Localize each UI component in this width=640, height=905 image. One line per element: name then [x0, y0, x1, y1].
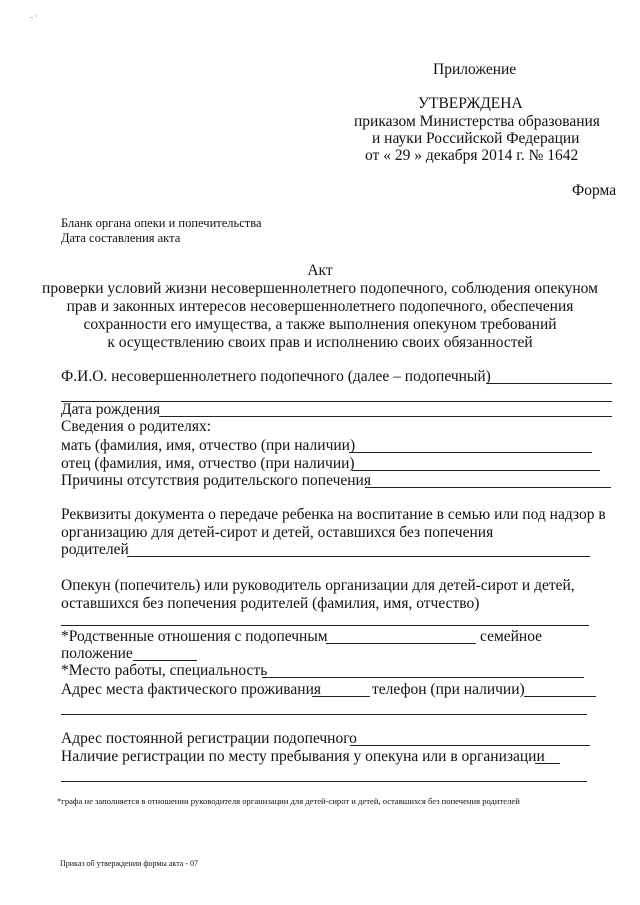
birth-date-label: Дата рождения [61, 401, 161, 418]
doc-requisites-input-line[interactable] [127, 556, 590, 557]
approved-date: от « 29 » декабря 2014 г. № 1642 [365, 147, 579, 164]
father-input-line[interactable] [352, 470, 600, 471]
birth-date-input-line[interactable] [159, 416, 612, 417]
workplace-input-line[interactable] [262, 677, 584, 678]
act-title: Акт [307, 262, 333, 279]
fio-input-line[interactable] [486, 383, 612, 384]
doc-requisites-line-1: Реквизиты документа о передаче ребенка на воспитание в семью или под надзор в [61, 506, 606, 523]
kinship-input-line[interactable] [326, 643, 476, 644]
family-status-label: семейное [480, 628, 543, 645]
stay-registration-input-line-2[interactable] [61, 781, 587, 782]
form-label: Форма [572, 182, 617, 199]
stay-registration-label: Наличие регистрации по месту пребывания у опекуна или в организации [61, 748, 545, 765]
actual-address-input-line[interactable] [312, 696, 370, 697]
approved-by-line-1: приказом Министерства образования [354, 113, 600, 130]
family-status-label-2: положение [61, 645, 133, 662]
guardian-line-2: оставшихся без попечения родителей (фамилия, имя, отчество) [61, 595, 480, 612]
guardian-line-1: Опекун (попечитель) или руководитель организации для детей-сирот и детей, [61, 577, 575, 594]
actual-address-label: Адрес места фактического проживания [61, 681, 321, 698]
mother-input-line[interactable] [349, 452, 592, 453]
reg-address-input-line[interactable] [350, 745, 590, 746]
act-title-line-2: прав и законных интересов несовершеннолетнего подопечного, обеспечения [66, 298, 574, 315]
act-title-line-1: проверки условий жизни несовершеннолетнего подопечного, соблюдения опекуном [42, 280, 598, 297]
parents-info-label: Сведения о родителях: [61, 418, 212, 435]
doc-requisites-line-2: организацию для детей-сирот и детей, оставшихся без попечения [61, 524, 494, 541]
actual-address-input-line-2[interactable] [61, 714, 587, 715]
guardian-input-line[interactable] [61, 625, 589, 626]
workplace-label: *Место работы, специальность [61, 662, 268, 679]
no-care-reason-input-line[interactable] [365, 487, 611, 488]
footnote: *графа не заполняется в отношении руководителя организации для детей-сирот и детей, оставшихся без попечения родителей [57, 796, 520, 806]
page-footer: Приказ об утверждении формы акта - 07 [60, 859, 199, 868]
reg-address-label: Адрес постоянной регистрации подопечного [61, 730, 357, 747]
authority-blank: Бланк органа опеки и попечительства [61, 216, 262, 230]
doc-requisites-line-3: родителей [61, 541, 129, 558]
act-date-label: Дата составления акта [61, 231, 181, 245]
phone-input-line[interactable] [524, 696, 596, 697]
approved-label: УТВЕРЖДЕНА [418, 95, 523, 112]
no-care-reason-label: Причины отсутствия родительского попечения [61, 472, 371, 489]
appendix-label: Приложение [433, 61, 517, 78]
phone-label: телефон (при наличии) [372, 681, 525, 698]
approved-by-line-2: и науки Российской Федерации [372, 130, 580, 147]
act-title-line-4: к осуществлению своих прав и исполнению своих обязанностей [107, 334, 533, 351]
fio-label: Ф.И.О. несовершеннолетнего подопечного (далее – подопечный) [61, 368, 491, 385]
stay-registration-input-line[interactable] [535, 763, 560, 764]
scan-mark: ᵔ ʿ [30, 14, 38, 24]
mother-label: мать (фамилия, имя, отчество (при наличии) [61, 437, 356, 454]
kinship-label: *Родственные отношения с подопечным [61, 628, 328, 645]
family-status-input-line[interactable] [133, 660, 197, 661]
father-label: отец (фамилия, имя, отчество (при наличии) [61, 455, 355, 472]
act-title-line-3: сохранности его имущества, а также выполнения опекуном требований [83, 316, 557, 333]
